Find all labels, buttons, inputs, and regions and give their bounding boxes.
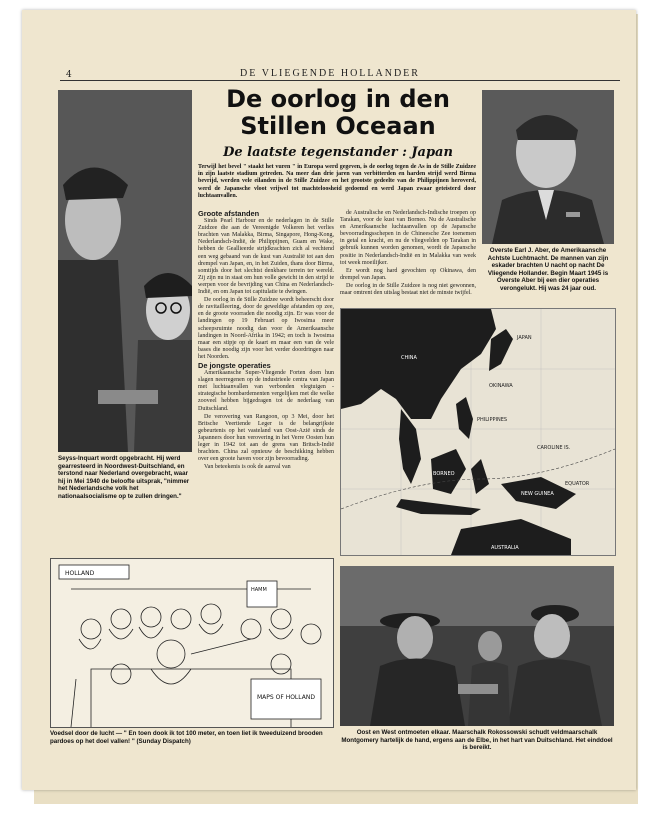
map-label-china: CHINA (401, 355, 417, 361)
page-number: 4 (66, 70, 72, 80)
map-label-newguinea: NEW GUINEA (521, 491, 554, 497)
seyss-inquart-photo (58, 90, 192, 452)
masthead-rule (60, 80, 620, 81)
article-paragraph: de Australische en Nederlandsch-Indische troepen op Tarakan, voor de kust van Borneo. Nu de Australische en Amerikaansche luchtaanvallen op de Japansche bevoorradingsschepen in de Chineesche Zee toenemen in getal en kracht, en nu de vliegvelden op Tarakan in gebruik kunnen worden genomen, wordt de Japansche positie in Nederlandsch-Indië en in Malakka van week tot week moeilijker. (340, 210, 476, 266)
article-paragraph: Sinds Pearl Harbour en de nederlagen in de Stille Zuidzee die aan de Vereenigde Volkeren het verlies brachten van Malakka, Birma, Singapore, Hong-Kong, Nederlandsch-Indië, de Philippijnen, Guam en Wake, hebben de Geallieerde strijdkrachten zich al vechtend een weg gebaand van de kust van Australië tot aan den drempel van Japan, en, in het Zuiden, thans door Birma, somtijds door het slechtst denkbare terrein ter wereld. Zij zijn nu in staat om hun volle gewicht in den strijd te werpen voor de bevrijding van China en Nederlandsch-Indië, en om Japan tot capitulatie te dwingen. (198, 218, 334, 296)
article-paragraph: De verovering van Rangoon, op 3 Mei, door het Britsche Veertiende Leger is de belangrijkste gebeurtenis op het vasteland van Oost-Azië sinds de Japanners door hun verovering in het Verre Oosten hun leger in 1942 tot aan de grens van Britsch-Indië brachten. China zal opnieuw de beschikking hebben over een groote haven voor zijn bevoorrading. (198, 413, 334, 463)
oost-west-caption: Oost en West ontmoeten elkaar. Maarschalk Rokossowski schudt veldmaarschalk Montgomery hartelijk de hand, ergens aan de Elbe, in het hart van Duitschland. Het einddoel is bereikt. (341, 729, 613, 752)
article-lead: Terwijl het bevel " staakt het vuren " in Europa werd gegeven, is de oorlog tegen de As in de Stille Zuidzee in zijn laatste stadium getreden. Na meer dan drie jaren van verbitterden en harden strijd werd Birma bevrijd, werden vele eilanden in de Stille Zuidzee en het grootste gedeelte van de Philippijnen heroverd, werd de Japansche vloot vrijwel tot machteloosheid gedoemd en werd Japan zwaar geteisterd door luchtaanvallen. (198, 164, 476, 199)
map-label-philippines: PHILIPPINES (477, 417, 508, 423)
seyss-inquart-caption: Seyss-Inquart wordt opgebracht. Hij werd gearresteerd in Noordwest-Duitschland, en terstond naar Nederland overgebracht, waar hij in Mei 1940 de beloofte uitsprak, "nimmer het Nederlandsche volk het nationaalsocialisme op te zullen dringen." (58, 455, 190, 500)
map-label-equator: EQUATOR (565, 481, 590, 487)
section-heading: De jongste operaties (198, 360, 271, 370)
article-paragraph: Van beteekenis is ook de aanval van (204, 464, 291, 471)
article-paragraph: Er wordt nog hard gevochten op Okinawa, den drempel van Japan. (340, 267, 476, 281)
map-label-caroline: CAROLINE IS. (537, 445, 571, 451)
map-label-japan: JAPAN (517, 335, 532, 341)
earl-aber-caption: Overste Earl J. Aber, de Amerikaansche Achtste Luchtmacht. De mannen van zijn eskader brachten U nacht op nacht De Vliegende Hollander. Begin Maart 1945 is Overste Aber bij een dier operaties verongelukt. Hij was 24 jaar oud. (487, 247, 609, 292)
article-column-1 (198, 210, 334, 610)
masthead: DE VLIEGENDE HOLLANDER (240, 68, 420, 79)
article-paragraph: Amerikaansche Super-Vliegende Forten doen hun slagen neerregenen op de industrieele centra van Japan met luchtaanvallen van verbonden vlegtuigen - strategische bombardementen vergelijken met die welke zooveel hebben bijgedragen tot de nederlaag van Duitschland. (198, 370, 334, 412)
article-paragraph: De oorlog in de Stille Zuidzee is nog niet gewonnen, maar omtrent den uitslag bestaat niet de minste twijfel. (340, 282, 476, 297)
section-heading: Groote afstanden (198, 209, 260, 218)
map-label-okinawa: OKINAWA (489, 383, 513, 389)
pacific-map (340, 308, 616, 556)
map-label-borneo: BORNEO (433, 471, 455, 477)
article-paragraph: De oorlog in de Stille Zuidzee wordt beheerscht door de ravitailleering, door de geweldige afstanden op zee, en de groote voorraden die noodig zijn. Er was voor de landingen op 19 Februari op Iwosima meer scheepsruimte noodig dan voor de Amerikaansche landingen in Noord-Afrika in 1942; en toch is Iwosima maar een stipje op de kaart en maar een van de vele bases die noodig zijn voor het verder doordringen naar het Noorden. (198, 297, 334, 360)
oost-west-photo (340, 566, 614, 726)
cartoon-sign-hamm: HAMM (251, 587, 267, 593)
cartoon-caption: Voedsel door de lucht — " En toen dook ik tot 100 meter, en toen liet ik tweeduizend brooden pardoes op het doel vallen! " (Sunday Dispatch) (50, 730, 323, 745)
cartoon-sign-holland: HOLLAND (65, 570, 95, 577)
cartoon-map-label: MAPS OF HOLLAND (257, 694, 315, 701)
article-subhead: De laatste tegenstander : Japan (223, 145, 453, 160)
cartoon-illustration (50, 558, 334, 728)
map-label-australia: AUSTRALIA (491, 545, 519, 551)
earl-aber-photo (482, 90, 614, 244)
article-headline: De oorlog in den Stillen Oceaan (226, 85, 450, 140)
article-column-2 (340, 210, 476, 304)
